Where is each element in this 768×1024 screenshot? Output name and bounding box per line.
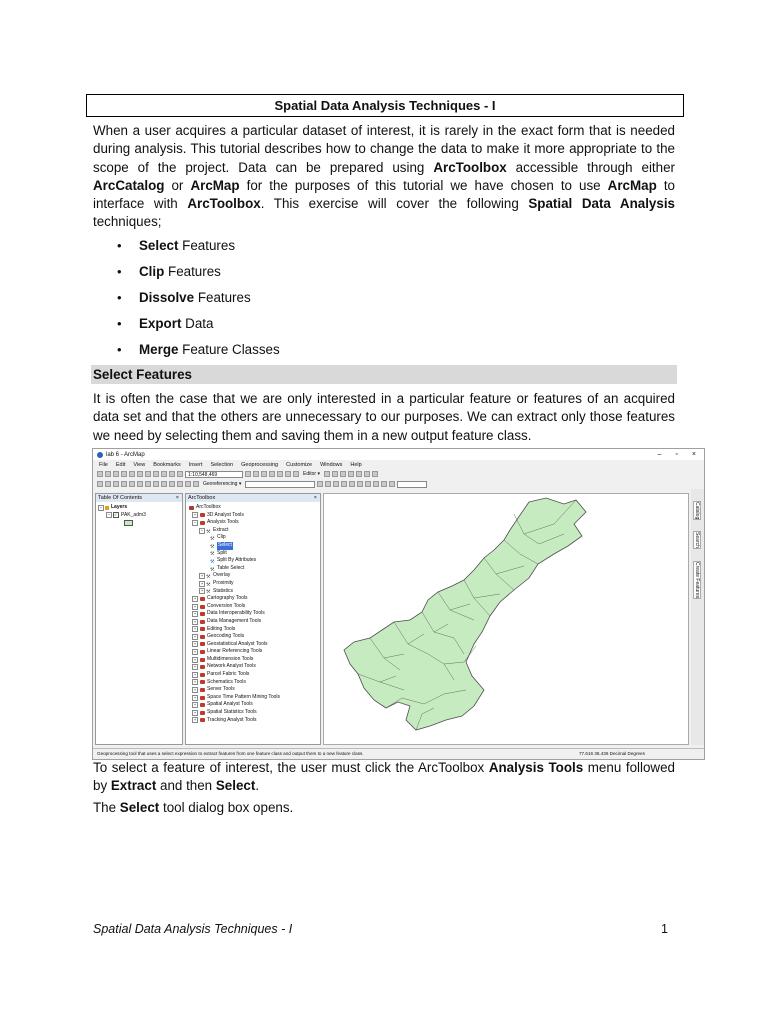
layers-label: Layers xyxy=(111,504,128,510)
tool-label: Multidimension Tools xyxy=(207,655,254,662)
tool-label: Network Analyst Tools xyxy=(207,663,256,670)
arctoolbox-header xyxy=(186,494,320,502)
menu-file[interactable]: File xyxy=(99,461,108,468)
bullet-bold: Export xyxy=(139,316,182,331)
fixed-zoom-out-icon[interactable] xyxy=(137,481,143,487)
toolset-proximity[interactable]: + ⚒ Proximity xyxy=(200,579,234,588)
toolbox-item[interactable] xyxy=(188,717,320,725)
tool-label: Cartography Tools xyxy=(207,595,248,602)
modelbuilder-icon[interactable] xyxy=(293,471,299,477)
arctoolbox-panel xyxy=(185,493,321,745)
menu-geoprocessing[interactable]: Geoprocessing xyxy=(241,461,279,468)
toolbox-item[interactable] xyxy=(188,679,320,687)
tool-label: Conversion Tools xyxy=(207,602,246,609)
tool-label: Geostatistical Analyst Tools xyxy=(207,640,268,647)
toc-header xyxy=(96,494,182,502)
georef-tool-8-icon[interactable] xyxy=(373,481,379,487)
toolbox-tree xyxy=(186,502,320,724)
country-polygon[interactable] xyxy=(344,498,586,730)
clear-selection-icon[interactable] xyxy=(169,481,175,487)
toolbox-icon xyxy=(200,597,205,601)
toolbox-item[interactable] xyxy=(188,603,320,611)
tool-label-selected: Select xyxy=(218,541,232,548)
dialog-paragraph xyxy=(93,799,675,817)
tool-label: Spatial Statistics Tools xyxy=(207,709,257,716)
tool-label: Proximity xyxy=(213,579,234,586)
cut-polygon-icon[interactable] xyxy=(356,471,362,477)
menu-windows[interactable]: Windows xyxy=(320,461,343,468)
add-data-icon[interactable] xyxy=(177,471,183,477)
save-icon[interactable] xyxy=(113,471,119,477)
toolbox-item[interactable] xyxy=(188,663,320,671)
expand-icon[interactable]: + xyxy=(193,679,197,685)
list-item: • Merge Feature Classes xyxy=(117,342,280,357)
toolbox-item[interactable] xyxy=(188,595,320,603)
layers-icon xyxy=(105,506,109,510)
window-title: lab 6 - ArcMap xyxy=(106,451,145,458)
tool-label: Analysis Tools xyxy=(207,519,239,526)
georef-tool-3-icon[interactable] xyxy=(333,481,339,487)
toolset-overlay[interactable]: + ⚒ Overlay xyxy=(200,572,231,581)
georef-tool-7-icon[interactable] xyxy=(365,481,371,487)
catalog-tab[interactable]: Catalog xyxy=(694,502,700,520)
toolbox-icon xyxy=(200,620,205,624)
after-text-4: . xyxy=(255,778,260,794)
info-icon[interactable] xyxy=(185,481,191,487)
tool-label: Table Select xyxy=(217,564,245,571)
toolbox-item[interactable] xyxy=(188,641,320,649)
toc-title: Table Of Contents xyxy=(98,495,143,501)
expand-icon[interactable]: + xyxy=(193,694,197,700)
undo-icon[interactable] xyxy=(161,471,167,477)
after-text-1: To select a feature of interest, the user must click the ArcToolbox xyxy=(93,760,489,775)
after-screenshot-paragraph xyxy=(93,759,675,796)
georef-tool-4-icon[interactable] xyxy=(341,481,347,487)
catalog-icon[interactable] xyxy=(261,471,267,477)
georef-tool-9-icon[interactable] xyxy=(381,481,387,487)
toolbox-icon xyxy=(200,521,205,525)
toc-close-icon[interactable]: × xyxy=(175,495,179,501)
dialog-bold-1: Select xyxy=(119,800,160,815)
georeferencing-menu[interactable]: Georeferencing ▾ xyxy=(203,481,242,487)
tools-toolbar xyxy=(93,479,704,489)
back-extent-icon[interactable] xyxy=(145,481,151,487)
tool-label: Linear Referencing Tools xyxy=(207,648,263,655)
toolbox-root[interactable] xyxy=(188,504,320,512)
bullet-rest: Features xyxy=(178,238,236,253)
close-button[interactable]: × xyxy=(691,451,696,458)
paste-icon[interactable] xyxy=(145,471,151,477)
tool-table-select[interactable] xyxy=(188,565,320,573)
toolbox-3d[interactable]: + 3D Analyst Tools xyxy=(193,511,244,518)
vertex-icon[interactable] xyxy=(340,471,346,477)
editor-toolbar-icon[interactable] xyxy=(245,471,251,477)
intro-bold-5: ArcToolbox xyxy=(187,196,261,212)
hammer-icon: ⚒ xyxy=(210,566,215,573)
toolbox-item[interactable] xyxy=(188,610,320,618)
open-icon[interactable] xyxy=(105,471,111,477)
tool-label: Clip xyxy=(217,534,226,541)
tool-clip[interactable] xyxy=(188,534,320,542)
bullet-bold: Clip xyxy=(139,264,165,279)
menu-customize[interactable]: Customize xyxy=(286,461,313,468)
intro-text-5: to interface with xyxy=(93,177,676,212)
toolset-icon: ⚒ xyxy=(206,589,211,596)
expand-icon[interactable]: + xyxy=(193,595,197,601)
search-tab[interactable]: Search xyxy=(694,532,700,548)
page-title: Spatial Data Analysis Techniques - I xyxy=(86,94,684,117)
tool-label: Data Management Tools xyxy=(207,617,262,624)
toolset-icon: ⚒ xyxy=(206,581,211,588)
dialog-text-2: tool dialog box opens. xyxy=(159,800,294,815)
toolset-statistics[interactable]: + ⚒ Statistics xyxy=(200,587,234,596)
table-of-contents xyxy=(95,493,183,745)
arcmap-titlebar xyxy=(93,449,704,460)
arcmap-screenshot xyxy=(92,448,705,760)
toolbox-item[interactable] xyxy=(188,633,320,641)
hammer-icon: ⚒ xyxy=(210,543,215,550)
edit-tool-icon[interactable] xyxy=(324,471,330,477)
list-item: • Dissolve Features xyxy=(117,290,251,305)
toolbox-item[interactable] xyxy=(188,686,320,694)
intro-bold-2: ArcCatalog xyxy=(93,177,165,193)
georef-tool-5-icon[interactable] xyxy=(349,481,355,487)
tool-label: Tracking Analyst Tools xyxy=(207,716,257,723)
create-features-tab[interactable]: Create Features xyxy=(694,562,700,599)
bullet-bold: Dissolve xyxy=(139,290,195,305)
intro-text-6: . This exercise will cover the following xyxy=(260,196,529,212)
intro-text-2: accessible through either xyxy=(506,159,676,175)
bullet-rest: Features xyxy=(194,290,251,305)
expand-icon[interactable]: + xyxy=(193,656,197,662)
intro-text-3: or xyxy=(164,177,191,193)
minimize-button[interactable]: – xyxy=(657,451,662,458)
after-bold-3: Select xyxy=(215,778,256,794)
pan-icon[interactable] xyxy=(113,481,119,487)
identify-icon[interactable] xyxy=(177,481,183,487)
search-icon[interactable] xyxy=(269,471,275,477)
georef-tool-10-icon[interactable] xyxy=(389,481,395,487)
tool-split[interactable] xyxy=(188,550,320,558)
bullet-bold: Select xyxy=(139,238,179,253)
toolbox-icon xyxy=(200,673,205,677)
sketch-props-icon[interactable] xyxy=(372,471,378,477)
toolbox-icon xyxy=(200,680,205,684)
toolbox-icon xyxy=(200,642,205,646)
toolbox-icon xyxy=(200,718,205,722)
menu-bookmarks[interactable]: Bookmarks xyxy=(153,461,181,468)
list-item: • Select Features xyxy=(117,238,236,253)
expand-icon[interactable]: + xyxy=(193,664,197,670)
bullet-bold: Merge xyxy=(139,342,179,357)
tool-split-by-attributes[interactable] xyxy=(188,557,320,565)
menu-help[interactable]: Help xyxy=(350,461,362,468)
georef-tool-1-icon[interactable] xyxy=(317,481,323,487)
fixed-zoom-in-icon[interactable] xyxy=(129,481,135,487)
toolbox-icon xyxy=(200,658,205,662)
menu-view[interactable]: View xyxy=(133,461,146,468)
toolset-icon: ⚒ xyxy=(206,574,211,581)
expand-icon[interactable]: + xyxy=(193,671,197,677)
layer-combo[interactable] xyxy=(245,481,315,488)
expand-icon[interactable]: + xyxy=(193,603,197,609)
dialog-text-1: The xyxy=(93,800,120,815)
intro-text-4: for the purposes of this tutorial we have chosen to use xyxy=(239,177,608,193)
toolbox-item[interactable] xyxy=(188,694,320,702)
after-text-3: and then xyxy=(156,778,216,794)
after-bold-2: Extract xyxy=(110,778,157,794)
toolbox-item[interactable] xyxy=(188,626,320,634)
intro-bold-1: ArcToolbox xyxy=(433,159,507,175)
toolbox-icon xyxy=(200,513,205,517)
tool-label: Schematics Tools xyxy=(207,678,246,685)
expand-icon[interactable]: + xyxy=(193,717,197,723)
toolbox-item[interactable] xyxy=(188,618,320,626)
tool-label: Spatial Analyst Tools xyxy=(207,701,253,708)
zoom-combo[interactable] xyxy=(397,481,427,488)
tool-label: Extract xyxy=(213,526,229,533)
toolbox-item[interactable] xyxy=(188,709,320,717)
tool-label: Geocoding Tools xyxy=(207,633,245,640)
tool-label: Space Time Pattern Mining Tools xyxy=(207,693,281,700)
toc-layers[interactable]: − Layers xyxy=(99,504,128,510)
expand-icon[interactable]: + xyxy=(193,633,197,639)
toolbox-icon xyxy=(200,612,205,616)
map-display[interactable] xyxy=(323,493,689,745)
list-item: • Export Data xyxy=(117,316,214,331)
menu-edit[interactable]: Edit xyxy=(115,461,126,468)
georef-tool-6-icon[interactable] xyxy=(357,481,363,487)
toolset-icon: ⚒ xyxy=(206,528,211,535)
intro-paragraph xyxy=(93,122,675,232)
tool-label: Parcel Fabric Tools xyxy=(207,671,250,678)
toolbox-item[interactable] xyxy=(188,648,320,656)
toolbox-item[interactable] xyxy=(188,671,320,679)
attributes-icon[interactable] xyxy=(364,471,370,477)
toolbox-icon xyxy=(200,688,205,692)
zoom-out-icon[interactable] xyxy=(105,481,111,487)
intro-text-1: When a user acquires a particular dataset of interest, it is rarely in the exact form that is needed during analysis. This tutorial describes how to change the data to make it more appropriate to the scope of the project. Data can be prepared using xyxy=(93,123,675,175)
map-svg xyxy=(324,494,688,744)
toolbox-icon xyxy=(200,627,205,631)
layer-label: PAK_adm3 xyxy=(121,511,146,518)
tool-label: 3D Analyst Tools xyxy=(207,511,244,518)
intro-bold-4: ArcMap xyxy=(607,177,657,193)
toolbox-root-label: ArcToolbox xyxy=(196,504,221,510)
toolbox-item[interactable] xyxy=(188,701,320,709)
intro-bold-3: ArcMap xyxy=(190,177,240,193)
cut-icon[interactable] xyxy=(129,471,135,477)
standard-toolbar xyxy=(93,469,704,479)
georef-tool-2-icon[interactable] xyxy=(325,481,331,487)
after-text-2: menu followed by xyxy=(93,760,675,794)
forward-extent-icon[interactable] xyxy=(153,481,159,487)
maximize-button[interactable]: ▫ xyxy=(675,451,678,458)
new-icon[interactable] xyxy=(97,471,103,477)
expand-icon[interactable]: + xyxy=(193,709,197,715)
arctoolbox-icon[interactable] xyxy=(277,471,283,477)
toolbox-icon xyxy=(200,703,205,707)
tool-label: Statistics xyxy=(213,587,234,594)
expand-icon[interactable]: + xyxy=(193,687,197,693)
toolbox-icon xyxy=(200,696,205,700)
sketch-icon[interactable] xyxy=(332,471,338,477)
toolbox-icon xyxy=(200,605,205,609)
arcmap-app-icon xyxy=(97,452,103,458)
expand-icon[interactable]: + xyxy=(193,611,197,617)
bullet-rest: Feature Classes xyxy=(178,342,280,357)
toolbox-icon xyxy=(200,665,205,669)
toc-icon[interactable] xyxy=(253,471,259,477)
menu-selection[interactable]: Selection xyxy=(210,461,234,468)
technique-list xyxy=(93,236,493,366)
expand-icon[interactable]: + xyxy=(193,641,197,647)
tool-label: Split By Attributes xyxy=(217,557,257,564)
print-icon[interactable] xyxy=(121,471,127,477)
status-bar xyxy=(93,748,704,759)
tool-label: Editing Tools xyxy=(207,625,236,632)
select-features-icon[interactable] xyxy=(161,481,167,487)
measure-icon[interactable] xyxy=(193,481,199,487)
status-message: Geoprocessing tool that uses a select expression to extract features from one feature class and output them to a new feature class. xyxy=(97,751,364,756)
arctoolbox-title: ArcToolbox xyxy=(188,495,216,501)
select-paragraph: It is often the case that we are only interested in a particular feature or features of an acquired data set and that the others are unnecessary to our purposes. We can extract only those features we need by selecting them and saving them in a new output feature class. xyxy=(93,391,675,443)
scale-combo[interactable]: 1:10,548,469 xyxy=(185,471,243,478)
script-icon: ⚒ xyxy=(210,558,215,565)
zoom-in-icon[interactable] xyxy=(97,481,103,487)
footer-title: Spatial Data Analysis Techniques - I xyxy=(93,922,293,936)
coordinate-readout: 77.616 36.436 Decimal Degrees xyxy=(579,751,645,756)
toolbox-icon xyxy=(200,650,205,654)
menu-insert[interactable]: Insert xyxy=(188,461,203,468)
tool-label: Split xyxy=(217,549,227,556)
checkbox-icon[interactable]: ✓ xyxy=(114,512,118,518)
section-heading: Select Features xyxy=(91,365,677,384)
menu-bar xyxy=(93,460,704,469)
full-extent-icon[interactable] xyxy=(121,481,127,487)
intro-bold-6: Spatial Data Analysis xyxy=(528,196,675,212)
after-bold-1: Analysis Tools xyxy=(488,760,584,775)
layer-symbol[interactable] xyxy=(98,519,182,527)
delete-icon[interactable] xyxy=(153,471,159,477)
tool-label: Data Interoperability Tools xyxy=(207,610,265,617)
copy-icon[interactable] xyxy=(137,471,143,477)
reshape-icon[interactable] xyxy=(348,471,354,477)
toolbox-icon xyxy=(200,711,205,715)
toolset-extract[interactable]: − ⚒ Extract xyxy=(200,526,229,535)
tool-label: Overlay xyxy=(213,572,231,579)
bullet-rest: Features xyxy=(164,264,221,279)
hammer-icon: ⚒ xyxy=(210,536,215,543)
editor-menu[interactable]: Editor ▾ xyxy=(303,471,320,477)
arctoolbox-close-icon[interactable]: × xyxy=(313,495,317,501)
tool-label: Server Tools xyxy=(207,686,235,693)
bullet-rest: Data xyxy=(181,316,214,331)
hammer-icon: ⚒ xyxy=(210,551,215,558)
toolbox-item[interactable] xyxy=(188,656,320,664)
right-dock-strip xyxy=(691,489,704,745)
expand-icon[interactable]: + xyxy=(193,626,197,632)
page-number: 1 xyxy=(661,922,668,936)
toolbox-icon xyxy=(200,635,205,639)
python-icon[interactable] xyxy=(285,471,291,477)
list-item: • Clip Features xyxy=(117,264,221,279)
tool-select[interactable] xyxy=(188,542,320,550)
toolbox-analysis[interactable]: − Analysis Tools xyxy=(193,519,239,526)
toc-layer-item[interactable]: − ✓ PAK_adm3 xyxy=(107,511,146,518)
intro-text-7: techniques; xyxy=(93,214,162,230)
redo-icon[interactable] xyxy=(169,471,175,477)
expand-icon[interactable]: + xyxy=(193,618,197,624)
expand-icon[interactable]: + xyxy=(193,649,197,655)
expand-icon[interactable]: + xyxy=(193,702,197,708)
